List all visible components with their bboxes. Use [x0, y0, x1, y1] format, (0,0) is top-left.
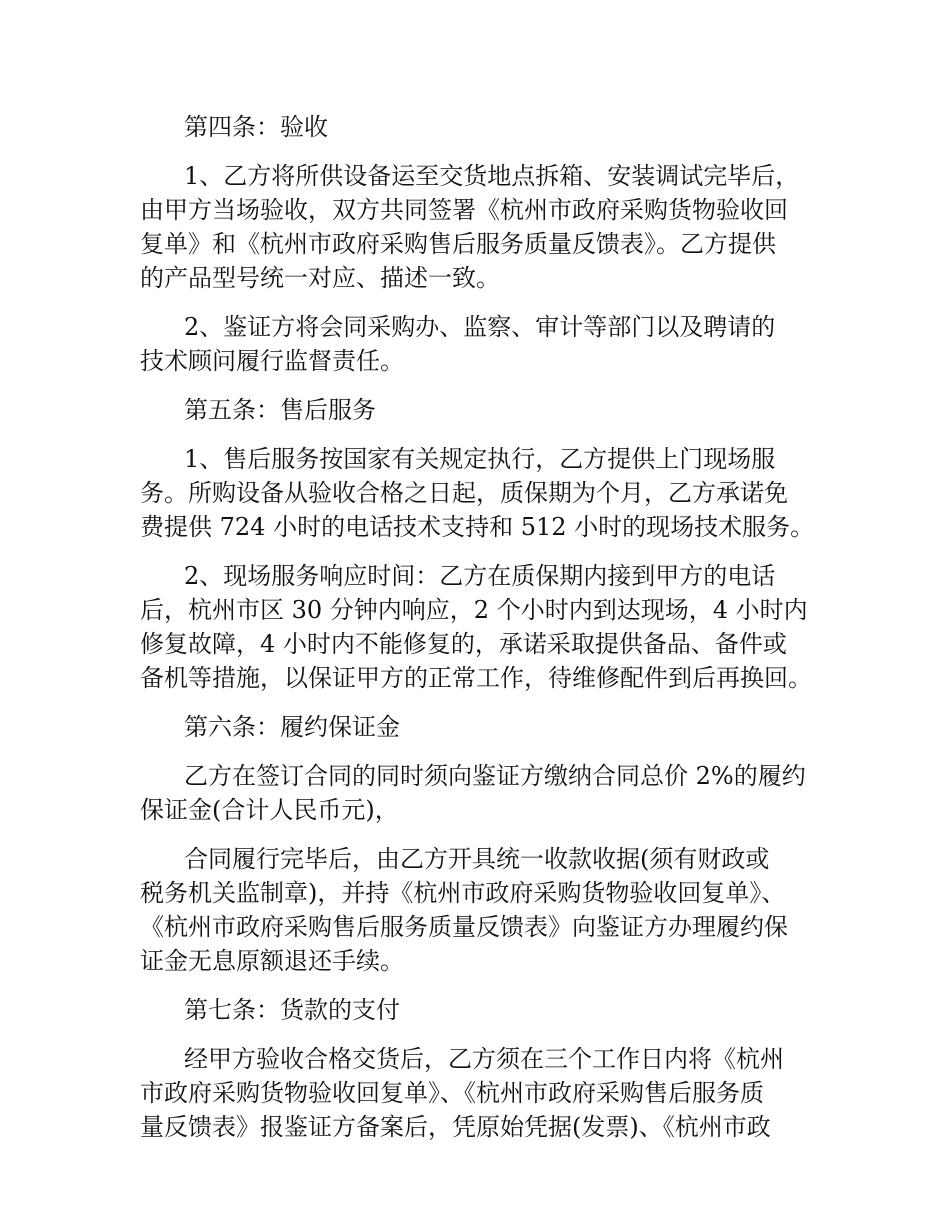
section-heading-article-6: 第六条：履约保证金 — [184, 713, 400, 741]
paragraph-payment-1: 经甲方验收合格交货后，乙方须在三个工作日内将《杭州 市政府采购货物验收回复单》、《杭州市政府采购售后服务质 量反馈表》报鉴证方备案后，凭原始凭据(发票)、《杭州市政 — [140, 1045, 784, 1141]
paragraph-deposit-1: 乙方在签订合同的同时须向鉴证方缴纳合同总价 2%的履约 保证金(合计人民币元)， — [140, 762, 806, 824]
paragraph-acceptance-1: 1、乙方将所供设备运至交货地点拆箱、安装调试完毕后， 由甲方当场验收，双方共同签署《杭州市政府采购货物验收回 复单》和《杭州市政府采购售后服务质量反馈表》。乙方提供 的产品型号统一对应、描述一致。 — [140, 162, 800, 292]
section-heading-article-5: 第五条：售后服务 — [184, 396, 376, 424]
document-body — [140, 110, 840, 1159]
paragraph-deposit-2: 合同履行完毕后，由乙方开具统一收款收据(须有财政或 税务机关监制章)，并持《杭州市政府采购货物验收回复单》、 《杭州市政府采购售后服务质量反馈表》向鉴证方办理履约保 证金无息原额退还手续。 — [140, 845, 788, 975]
paragraph-after-sales-1: 1、售后服务按国家有关规定执行，乙方提供上门现场服 务。所购设备从验收合格之日起，质保期为个月，乙方承诺免 费提供 724 小时的电话技术支持和 512 小时的现场技术服务。 — [140, 445, 815, 541]
paragraph-acceptance-2: 2、鉴证方将会同采购办、监察、审计等部门以及聘请的 技术顾问履行监督责任。 — [140, 313, 776, 375]
section-heading-article-7: 第七条：货款的支付 — [184, 996, 400, 1024]
paragraph-after-sales-2: 2、现场服务响应时间：乙方在质保期内接到甲方的电话 后，杭州市区 30 分钟内响应，2 个小时内到达现场，4 小时内 修复故障，4 小时内不能修复的，承诺采取提供备品、备件或 备机等措施，以保证甲方的正常工作，待维修配件到后再换回。 — [140, 562, 812, 692]
section-heading-article-4: 第四条：验收 — [184, 113, 328, 141]
